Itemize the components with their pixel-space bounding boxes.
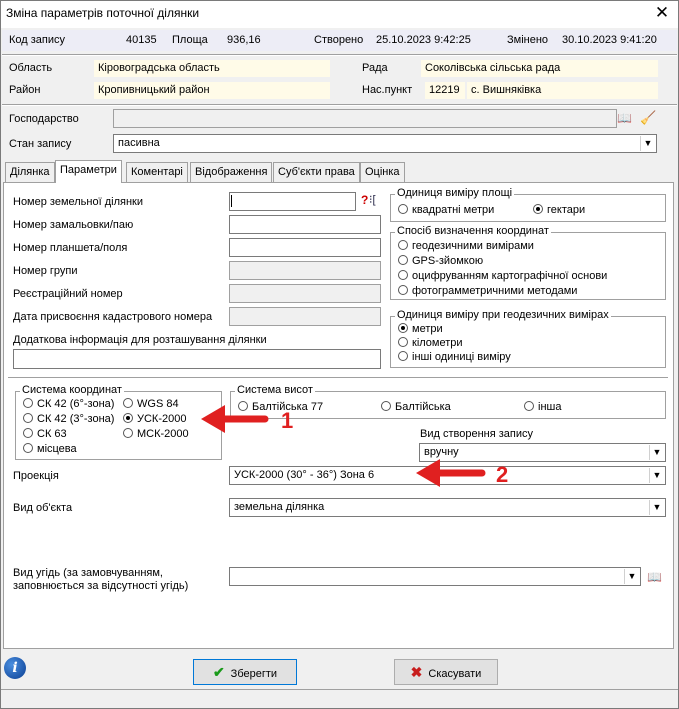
radio-msk2000[interactable]: МСК-2000 <box>123 428 189 440</box>
cancel-button[interactable]: ✖ Скасувати <box>394 659 498 685</box>
close-button[interactable] <box>646 2 678 26</box>
code-value: 40135 <box>126 34 157 46</box>
tab-dilyanka[interactable]: Ділянка <box>5 162 55 182</box>
parcel-number-label: Номер земельної ділянки <box>13 196 143 208</box>
divider <box>8 377 668 379</box>
radio-icon <box>123 398 133 408</box>
radio-icon <box>23 413 33 423</box>
radio-icon <box>524 401 534 411</box>
cadastral-date-input[interactable] <box>229 307 381 326</box>
radio-hectares[interactable]: гектари <box>533 204 585 216</box>
sheet-number-input[interactable] <box>229 238 381 257</box>
radio-icon <box>398 240 408 250</box>
tab-parametry[interactable]: Параметри <box>55 160 122 183</box>
close-icon: ✕ <box>654 3 670 22</box>
radio-icon <box>23 428 33 438</box>
checkmark-icon: ✔ <box>212 664 225 680</box>
book-icon[interactable]: 📖 <box>617 111 632 125</box>
radio-local[interactable]: місцева <box>23 443 77 455</box>
chevron-down-icon[interactable]: ▼ <box>649 445 664 460</box>
tab-vidobrazhennya[interactable]: Відображення <box>190 162 272 182</box>
arrow-head <box>201 405 225 433</box>
group-number-input[interactable] <box>229 261 381 280</box>
arrow-label-2: 2 <box>496 462 509 487</box>
chevron-down-icon[interactable]: ▼ <box>624 569 639 584</box>
chevron-down-icon[interactable]: ▼ <box>649 468 664 483</box>
chevron-down-icon[interactable]: ▼ <box>649 500 664 515</box>
order-number-label: Номер замальовки/паю <box>13 219 134 231</box>
status-select[interactable] <box>113 134 657 153</box>
radio-sk63[interactable]: СК 63 <box>23 428 67 440</box>
radio-baltic[interactable]: Балтійська <box>381 401 451 413</box>
extra-info-label: Додаткова інформація для розташування ділянки <box>13 334 267 346</box>
tab-subyekty[interactable]: Суб'єкти права <box>273 162 360 182</box>
window-title: Зміна параметрів поточної ділянки <box>6 6 200 20</box>
status-bar <box>1 689 678 708</box>
radio-digitizing[interactable]: оцифруванням картографічної основи <box>398 270 607 282</box>
creation-type-label: Вид створення запису <box>420 428 533 440</box>
object-type-select[interactable] <box>229 498 666 517</box>
radio-icon <box>23 443 33 453</box>
divider <box>2 54 677 56</box>
radio-icon <box>398 285 408 295</box>
settlement-label: Нас.пункт <box>362 84 413 96</box>
raion-label: Район <box>9 84 41 96</box>
registry-number-input[interactable] <box>229 284 381 303</box>
arrow-head <box>416 459 440 487</box>
radio-icon <box>398 255 408 265</box>
radio-icon <box>398 204 408 214</box>
oblast-field: Кіровоградська область <box>94 60 330 77</box>
status-label: Стан запису <box>9 138 72 150</box>
radio-photogrammetric[interactable]: фотограмметричними методами <box>398 285 577 297</box>
projection-label: Проекція <box>13 470 59 482</box>
land-type-label: Вид угідь (за замовчуванням, <box>13 567 163 579</box>
radio-usk2000[interactable]: УСК-2000 <box>123 413 186 425</box>
radio-sk42-6[interactable]: СК 42 (6°-зона) <box>23 398 114 410</box>
radio-icon <box>398 351 408 361</box>
object-type-label: Вид об'єкта <box>13 502 73 514</box>
text-cursor <box>231 195 232 207</box>
radio-wgs84[interactable]: WGS 84 <box>123 398 179 410</box>
annotation-arrow-1 <box>195 395 305 445</box>
order-number-input[interactable] <box>229 215 381 234</box>
cadastral-date-label: Дата присвоєння кадастрового номера <box>13 311 213 323</box>
parcel-number-input[interactable] <box>229 192 356 211</box>
creation-type-value: вручну <box>424 446 459 458</box>
settlement-code: 12219 <box>425 82 465 99</box>
radio-checked-icon <box>123 413 133 423</box>
coord-method-title: Спосіб визначення координат <box>397 225 549 237</box>
changed-label: Змінено <box>507 34 549 46</box>
eraser-icon[interactable]: 🧹 <box>640 110 657 125</box>
area-value: 936,16 <box>227 34 261 46</box>
radio-other-units[interactable]: інші одиниці виміру <box>398 351 511 363</box>
tab-komentari[interactable]: Коментарі <box>126 162 188 182</box>
projection-value: УСК-2000 (30° - 36°) Зона 6 <box>234 469 375 481</box>
radio-kilometers[interactable]: кілометри <box>398 337 463 349</box>
radio-square-meters[interactable]: квадратні метри <box>398 204 494 216</box>
radio-icon <box>381 401 391 411</box>
farm-label: Господарство <box>9 113 79 125</box>
tab-otsinka[interactable]: Оцінка <box>360 162 405 182</box>
annotation-arrow-2 <box>410 452 520 497</box>
registry-number-label: Реєстраційний номер <box>13 288 123 300</box>
created-value: 25.10.2023 9:42:25 <box>376 34 471 46</box>
list-icon[interactable]: ⁝[ <box>369 194 376 206</box>
rada-field: Соколівська сільська рада <box>421 60 658 77</box>
radio-baltic-77[interactable]: Балтійська 77 <box>238 401 323 413</box>
radio-gps[interactable]: GPS-зйомкою <box>398 255 483 267</box>
status-value: пасивна <box>118 137 160 149</box>
code-label: Код запису <box>9 34 66 46</box>
changed-value: 30.10.2023 9:41:20 <box>562 34 657 46</box>
question-icon[interactable]: ? <box>361 193 369 207</box>
farm-field[interactable] <box>113 109 617 128</box>
radio-icon <box>398 337 408 347</box>
raion-field: Кропивницький район <box>94 82 330 99</box>
geo-units-title: Одиниця виміру при геодезичних вимірах <box>397 309 609 321</box>
radio-other-height[interactable]: інша <box>524 401 561 413</box>
radio-meters[interactable]: метри <box>398 323 443 335</box>
radio-checked-icon <box>533 204 543 214</box>
radio-geodetic[interactable]: геодезичними вимірами <box>398 240 534 252</box>
radio-icon <box>23 398 33 408</box>
radio-icon <box>398 270 408 280</box>
radio-icon <box>123 428 133 438</box>
group-number-label: Номер групи <box>13 265 78 277</box>
arrow-label-1: 1 <box>281 408 294 433</box>
save-button[interactable]: ✔ Зберегти <box>193 659 297 685</box>
height-system-title: Система висот <box>237 384 313 396</box>
chevron-down-icon[interactable]: ▼ <box>640 136 655 151</box>
created-label: Створено <box>314 34 364 46</box>
land-type-select[interactable] <box>229 567 641 586</box>
land-type-label-2: заповнюється за відсутності угідь) <box>13 580 189 592</box>
rada-label: Рада <box>362 62 388 74</box>
radio-checked-icon <box>398 323 408 333</box>
extra-info-input[interactable] <box>13 349 381 369</box>
area-label: Площа <box>172 34 208 46</box>
area-units-title: Одиниця виміру площі <box>397 187 513 199</box>
info-icon[interactable]: i <box>4 657 26 679</box>
book-icon[interactable]: 📖 <box>647 570 662 584</box>
cross-icon: ✖ <box>410 664 423 680</box>
coord-system-title: Система координат <box>22 384 122 396</box>
divider <box>2 104 677 106</box>
oblast-label: Область <box>9 62 53 74</box>
object-type-value: земельна ділянка <box>234 501 325 513</box>
sheet-number-label: Номер планшета/поля <box>13 242 128 254</box>
settlement-field: с. Вишняківка <box>467 82 658 99</box>
radio-sk42-3[interactable]: СК 42 (3°-зона) <box>23 413 114 425</box>
